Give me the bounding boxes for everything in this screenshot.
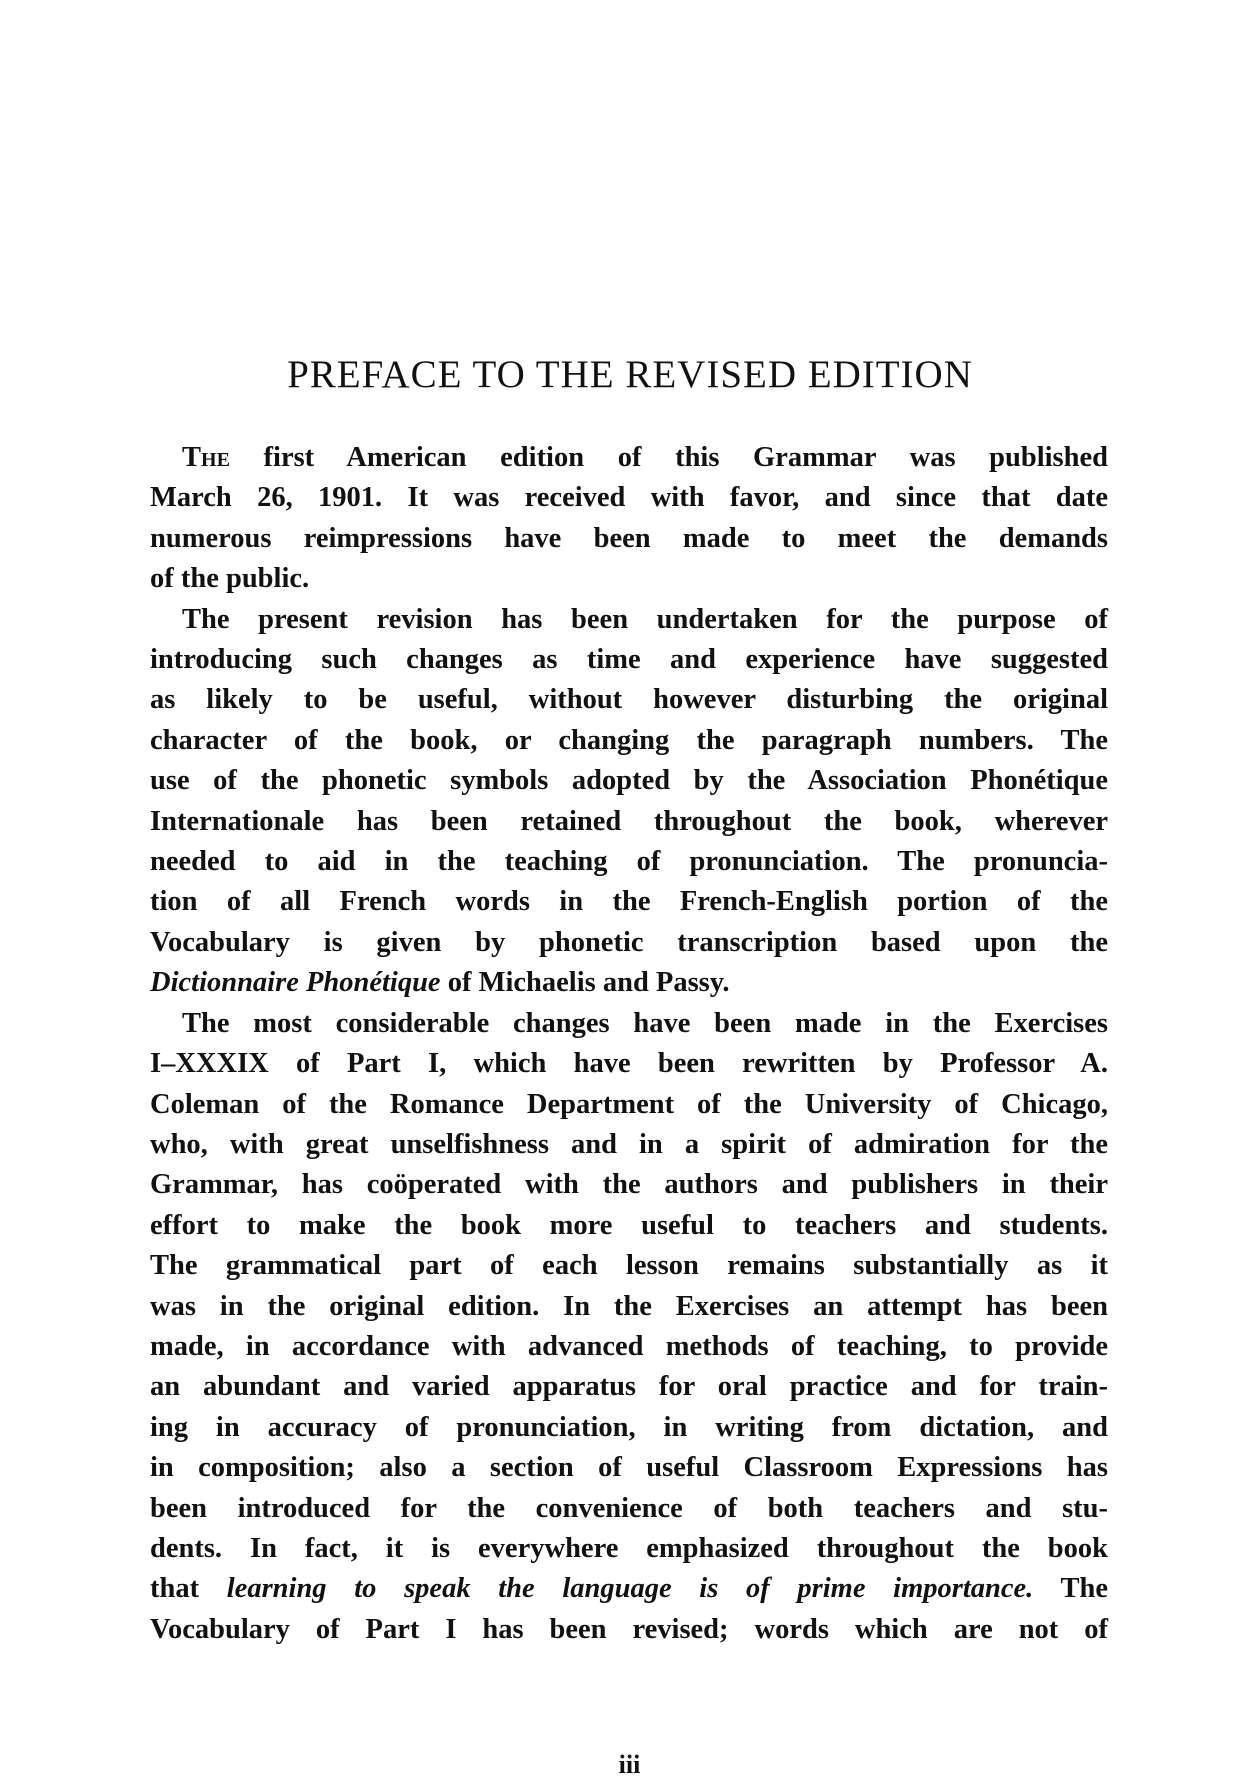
italic-emphasis: learning to speak the language is of prime importance. — [226, 1573, 1034, 1605]
page-number: iii — [618, 1750, 641, 1779]
text-line — [150, 438, 1108, 478]
text-line — [150, 963, 1108, 1003]
text-line: tion of all French words in the French-English portion of the — [150, 886, 1108, 918]
text-line: The grammatical part of each lesson remains substantially as it — [150, 1250, 1108, 1282]
text-line: been introduced for the convenience of both teachers and stu- — [150, 1492, 1108, 1524]
preface-body — [150, 438, 1108, 1650]
line-text: first American edition of this Grammar was published — [229, 442, 1108, 473]
line-text: of Michaelis and Passy. — [440, 967, 730, 999]
text-line: was in the original edition. In the Exercises an attempt has been — [150, 1290, 1108, 1322]
text-line: The most considerable changes have been made in the Exercises — [182, 1007, 1108, 1039]
text-line: Vocabulary of Part I has been revised; words which are not of — [150, 1613, 1108, 1645]
text-line: Internationale has been retained throughout the book, wherever — [150, 805, 1108, 837]
text-line: made, in accordance with advanced methods of teaching, to provide — [150, 1330, 1108, 1362]
line-text: The — [1033, 1573, 1108, 1605]
paragraph-3 — [150, 1004, 1108, 1651]
paragraph-2 — [150, 600, 1108, 1004]
text-line: as likely to be useful, without however disturbing the original — [150, 684, 1108, 716]
text-line: Vocabulary is given by phonetic transcription based upon the — [150, 926, 1108, 958]
text-line: I–XXXIX of Part I, which have been rewritten by Professor A. — [150, 1048, 1108, 1080]
text-line: an abundant and varied apparatus for oral practice and for train- — [150, 1371, 1108, 1403]
text-line: introducing such changes as time and experience have suggested — [150, 644, 1108, 676]
text-line: needed to aid in the teaching of pronunciation. The pronuncia- — [150, 846, 1108, 878]
text-line: numerous reimpressions have been made to meet the demands — [150, 522, 1108, 554]
text-line: of the public. — [150, 563, 310, 595]
text-line: dents. In fact, it is everywhere emphasized throughout the book — [150, 1532, 1108, 1564]
line-text: that — [150, 1573, 227, 1605]
text-line: who, with great unselfishness and in a spirit of admiration for the — [150, 1128, 1108, 1160]
text-line: Grammar, has coöperated with the authors and publishers in their — [150, 1169, 1108, 1201]
paragraph-1 — [150, 438, 1108, 600]
italic-title: Dictionnaire Phonétique — [150, 967, 441, 999]
text-line: Coleman of the Romance Department of the University of Chicago, — [150, 1088, 1108, 1120]
text-line: ing in accuracy of pronunciation, in writing from dictation, and — [150, 1411, 1108, 1443]
drop-word: The — [182, 442, 230, 473]
text-line: effort to make the book more useful to teachers and students. — [150, 1209, 1108, 1241]
text-line: March 26, 1901. It was received with favor, and since that date — [150, 482, 1108, 514]
text-line: in composition; also a section of useful Classroom Expressions has — [150, 1452, 1108, 1484]
text-line: character of the book, or changing the paragraph numbers. The — [150, 724, 1108, 756]
text-line: use of the phonetic symbols adopted by the Association Phonétique — [150, 765, 1108, 797]
page-title: PREFACE TO THE REVISED EDITION — [287, 353, 973, 396]
text-line: The present revision has been undertaken for the purpose of — [182, 603, 1108, 635]
text-line — [150, 1569, 1108, 1609]
